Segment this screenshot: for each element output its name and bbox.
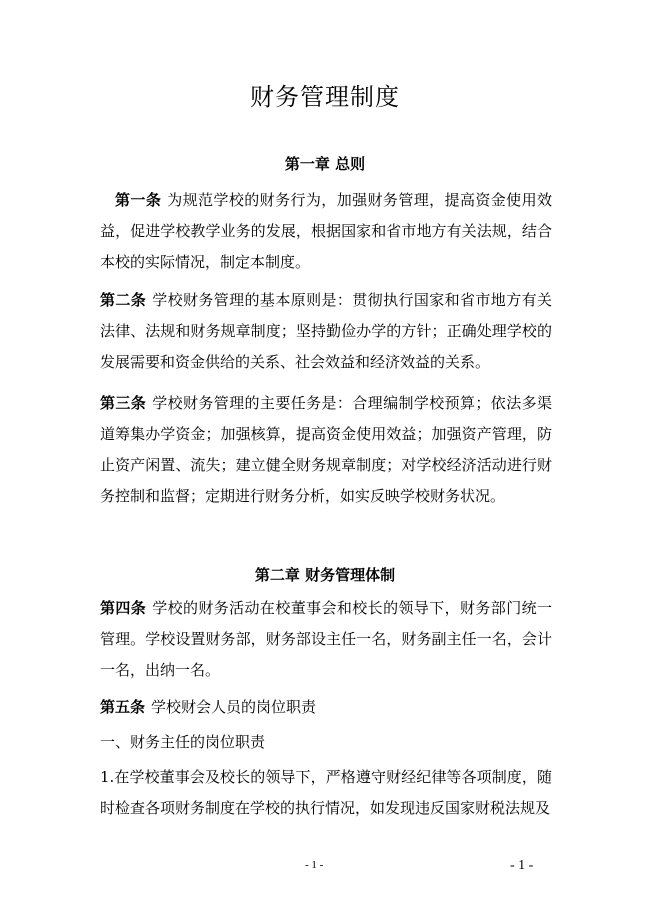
article-2-text: 学校财务管理的基本原则是：贯彻执行国家和省市地方有关法律、法规和财务规章制度；坚持勤俭办学的方针；正确处理学校的发展需要和资金供给的关系、社会效益和经济效益的关系。: [100, 291, 552, 371]
article-4: [100, 593, 552, 686]
article-2: [100, 285, 552, 378]
article-2-label: 第二条: [100, 291, 147, 309]
article-1-text: 为规范学校的财务行为，加强财务管理，提高资金使用效益，促进学校教学业务的发展，根据国家和省市地方有关法规，结合本校的实际情况，制定本制度。: [100, 191, 552, 271]
chapter-2-heading: 第二章 财务管理体制: [254, 566, 396, 584]
article-1: [100, 185, 552, 278]
list-item-1: 1.在学校董事会及校长的领导下，严格遵守财经纪律等各项制度，随时检查各项财务制度在学校的执行情况，如发现违反国家财税法规及: [100, 768, 552, 817]
article-4-label: 第四条: [100, 599, 147, 617]
chapter-1-heading: 第一章 总则: [284, 155, 366, 173]
article-5: [100, 692, 552, 723]
article-3-text: 学校财务管理的主要任务是：合理编制学校预算；依法多渠道筹集办学资金；加强核算，提高资金使用效益；加强资产管理，防止资产闲置、流失；建立健全财务规章制度；对学校经济活动进行财务控制和监督；定期进行财务分析，如实反映学校财务状况。: [100, 394, 552, 505]
article-1-label: 第一条: [115, 191, 162, 209]
document-title: 财务管理制度: [250, 83, 400, 111]
article-5-text: 学校财会人员的岗位职责: [151, 698, 317, 716]
article-4-text: 学校的财务活动在校董事会和校长的领导下，财务部门统一管理。学校设置财务部，财务部设主任一名，财务副主任一名，会计一名，出纳一名。: [100, 599, 552, 679]
article-3: [100, 388, 552, 512]
article-3-label: 第三条: [100, 394, 147, 412]
page-number-center: - 1 -: [305, 859, 324, 871]
article-5-label: 第五条: [100, 698, 146, 716]
subsection-heading: 一、财务主任的岗位职责: [100, 733, 266, 751]
page-number-right: - 1 -: [510, 858, 534, 873]
